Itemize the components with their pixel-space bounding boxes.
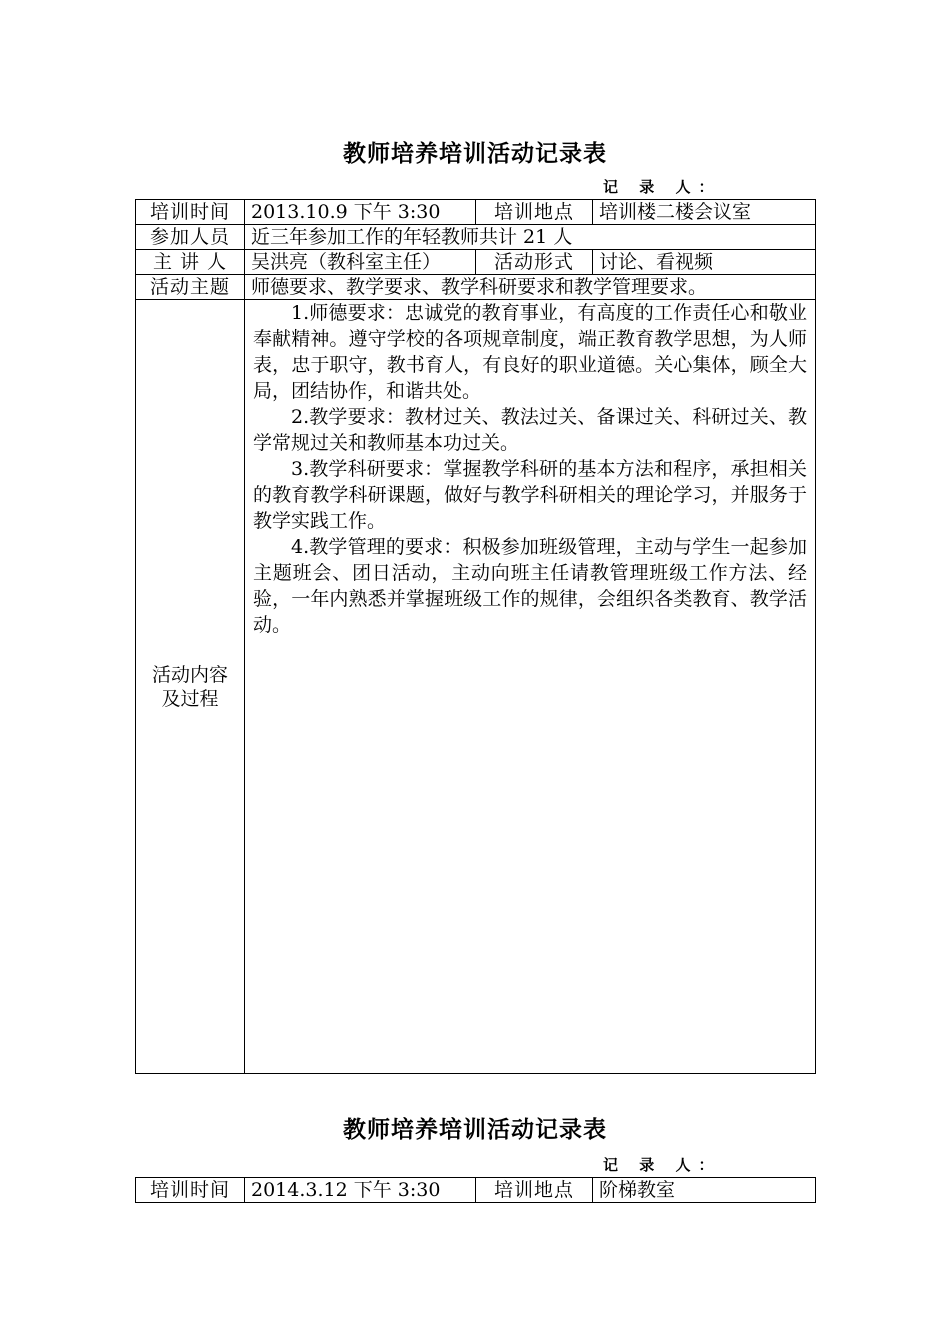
record-1-recorder-label: 记 录 人： bbox=[603, 178, 722, 196]
row-training-time bbox=[136, 200, 816, 225]
theme-label: 活动主题 bbox=[136, 275, 245, 300]
training-place-label-2: 培训地点 bbox=[476, 1178, 593, 1203]
row-theme bbox=[136, 275, 816, 300]
activity-form-label: 活动形式 bbox=[476, 250, 593, 275]
content-body bbox=[245, 300, 816, 1074]
training-time-label: 培训时间 bbox=[136, 200, 245, 225]
content-paragraph-2: 2.教学要求：教材过关、教法过关、备课过关、科研过关、教学常规过关和教师基本功过关。 bbox=[253, 406, 807, 454]
record-2-table bbox=[135, 1177, 816, 1203]
content-paragraph-1: 1.师德要求：忠诚党的教育事业，有高度的工作责任心和敬业奉献精神。遵守学校的各项规章制度，端正教育教学思想，为人师表，忠于职守，教书育人，有良好的职业道德。关心集体，顾全大局，团结协作，和谐共处。 bbox=[253, 302, 807, 402]
content-label bbox=[136, 300, 245, 1074]
record-1-table bbox=[135, 199, 816, 1074]
content-paragraph-4: 4.教学管理的要求：积极参加班级管理，主动与学生一起参加主题班会、团日活动，主动向班主任请教管理班级工作方法、经验，一年内熟悉并掌握班级工作的规律，会组织各类教育、教学活动。 bbox=[253, 536, 807, 636]
training-time-label-2: 培训时间 bbox=[136, 1178, 245, 1203]
record-2-title: 教师培养培训活动记录表 bbox=[343, 1116, 607, 1143]
content-paragraph-3: 3.教学科研要求：掌握教学科研的基本方法和程序，承担相关的教育教学科研课题，做好与教学科研相关的理论学习，并服务于教学实践工作。 bbox=[253, 458, 807, 532]
training-time-value: 2013.10.9 下午 3:30 bbox=[245, 200, 476, 225]
training-place-value: 培训楼二楼会议室 bbox=[593, 200, 816, 225]
theme-value: 师德要求、教学要求、教学科研要求和教学管理要求。 bbox=[245, 275, 816, 300]
speaker-value: 吴洪亮（教科室主任） bbox=[245, 250, 476, 275]
activity-form-value: 讨论、看视频 bbox=[593, 250, 816, 275]
row-training-time-2 bbox=[136, 1178, 816, 1203]
participants-label: 参加人员 bbox=[136, 225, 245, 250]
content-label-text: 活动内容及过程 bbox=[151, 663, 228, 710]
record-1-title: 教师培养培训活动记录表 bbox=[343, 140, 607, 167]
row-speaker bbox=[136, 250, 816, 275]
record-2-recorder-label: 记 录 人： bbox=[603, 1156, 722, 1174]
training-place-value-2: 阶梯教室 bbox=[593, 1178, 816, 1203]
training-place-label: 培训地点 bbox=[476, 200, 593, 225]
row-participants bbox=[136, 225, 816, 250]
training-time-value-2: 2014.3.12 下午 3:30 bbox=[245, 1178, 476, 1203]
row-content bbox=[136, 300, 816, 1074]
participants-value: 近三年参加工作的年轻教师共计 21 人 bbox=[245, 225, 816, 250]
speaker-label: 主 讲 人 bbox=[136, 250, 245, 275]
